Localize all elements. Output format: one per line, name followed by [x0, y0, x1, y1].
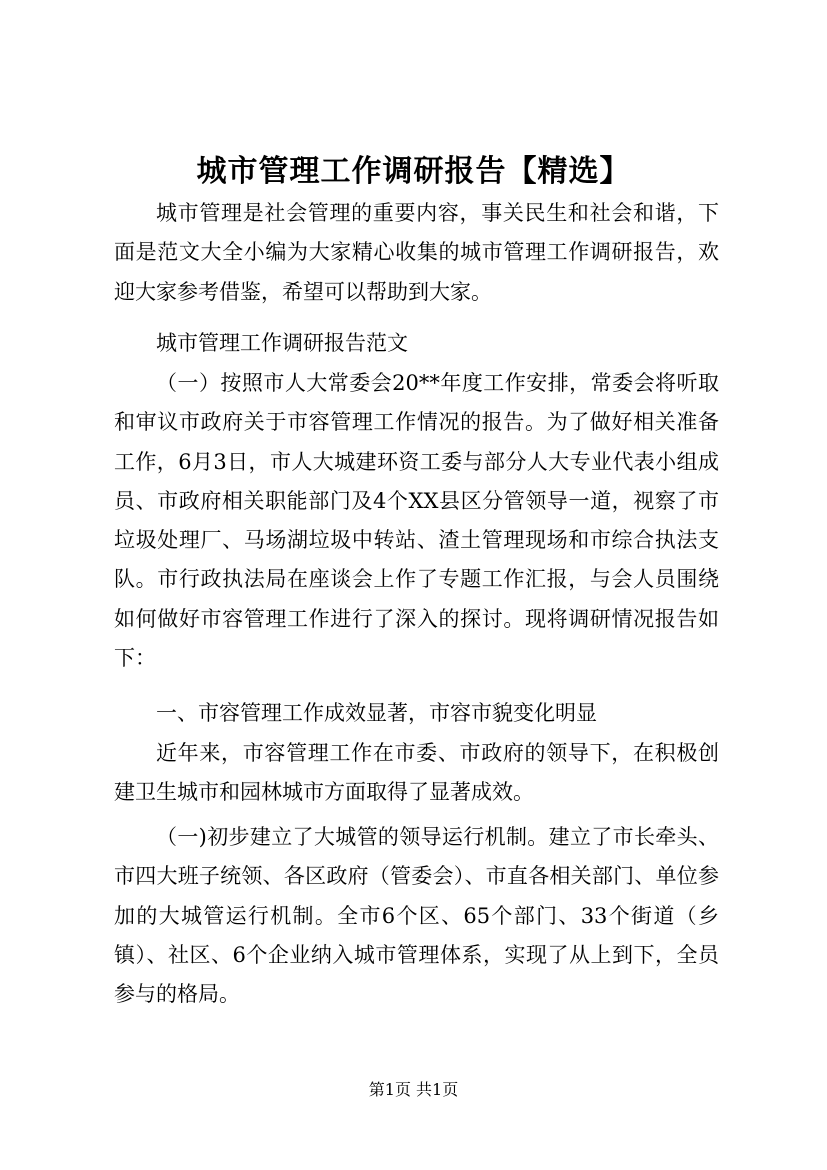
paragraph-3: （一)初步建立了大城管的领导运行机制。建立了市长牵头、市四大班子统领、各区政府（管委会）、市直各相关部门、单位参加的大城管运行机制。全市6个区、65个部门、33个街道（乡镇）、社区、6个企业纳入城市管理体系，实现了从上到下，全员参与的格局。	[114, 825, 719, 1007]
intro-paragraph: 城市管理是社会管理的重要内容，事关民生和社会和谐，下面是范文大全小编为大家精心收集的城市管理工作调研报告，欢迎大家参考借鉴，希望可以帮助到大家。	[114, 201, 719, 304]
page-footer: 第1页 共1页	[368, 1080, 459, 1099]
heading-1: 一、市容管理工作成效显著，市容市貌变化明显	[156, 701, 597, 725]
paragraph-1: （一）按照市人大常委会20**年度工作安排，常委会将听取和审议市政府关于市容管理工作情况的报告。为了做好相关准备工作，6月3日，市人大城建环资工委与部分人大专业代表小组成员、市政府相关职能部门及4个XX县区分管领导一道，视察了市垃圾处理厂、马场湖垃圾中转站、渣土管理现场和市综合执法支队。市行政执法局在座谈会上作了专题工作汇报，与会人员围绕如何做好市容管理工作进行了深入的探讨。现将调研情况报告如下：	[114, 371, 719, 671]
section-title: 城市管理工作调研报告范文	[156, 331, 408, 355]
paragraph-2: 近年来，市容管理工作在市委、市政府的领导下，在积极创建卫生城市和园林城市方面取得了显著成效。	[114, 741, 719, 805]
document-title: 城市管理工作调研报告【精选】	[196, 154, 631, 189]
